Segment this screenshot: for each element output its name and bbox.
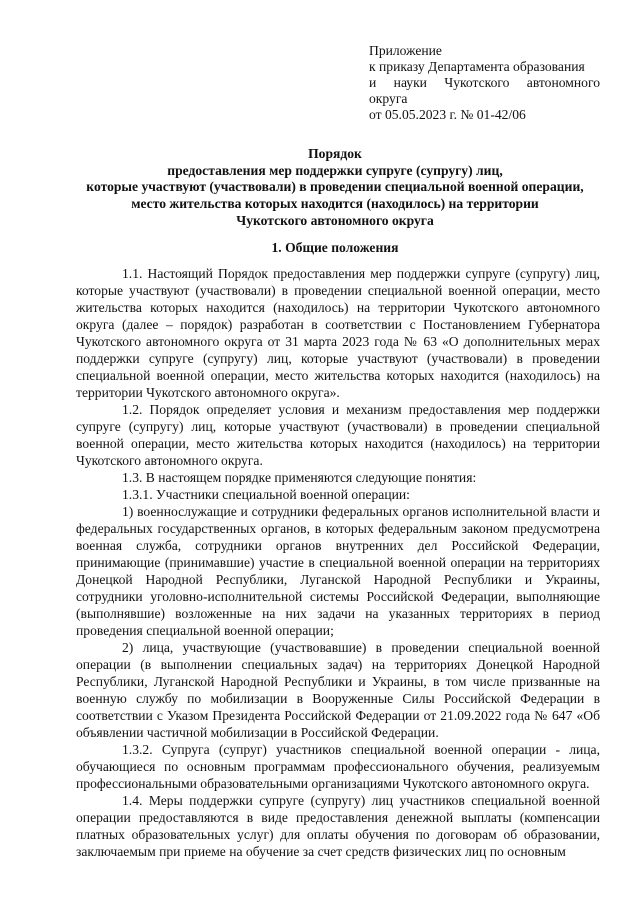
document-body xyxy=(76,265,600,860)
appendix-line: и науки Чукотского автономного xyxy=(369,75,600,90)
paragraph: 1.4. Меры поддержки супруге (супругу) лиц участников специальной военной операции предоставляются в виде предоставления денежной выплаты (компенсации платных образовательных услуг) для оплаты обучения по договорам об образовании, заключаемым при приеме на обучение за счет средств физических лиц по основным xyxy=(76,793,600,859)
appendix-line: Приложение xyxy=(369,43,442,58)
section-heading: 1. Общие положения xyxy=(271,240,399,255)
paragraph: 1.2. Порядок определяет условия и механизм предоставления мер поддержки супруге (супругу) лиц, которые участвуют (участвовали) в проведении специальной военной операции, место жительства которых находится (находилось) на территории Чукотского автономного округа. xyxy=(76,402,600,468)
document-title xyxy=(70,146,600,230)
title-line: которые участвуют (участвовали) в проведении специальной военной операции, xyxy=(86,179,584,195)
paragraph: 1.3. В настоящем порядке применяются следующие понятия: xyxy=(122,470,477,485)
title-line: предоставления мер поддержки супруге (супругу) лиц, xyxy=(167,162,503,178)
title-line: место жительства которых находится (находилось) на территории xyxy=(131,196,539,212)
paragraph: 1.1. Настоящий Порядок предоставления мер поддержки супруге (супругу) лиц, которые участвуют (участвовали) в проведении специальной военной операции, место жительства которых находится (находилось) на территории Чукотского автономного округа (далее – порядок) разработан в соответствии с Постановлением Губернатора Чукотского автономного округа от 31 марта 2023 года № 63 «О дополнительных мерах поддержки супруге (супругу) лиц, которые участвуют (участвовали) в проведении специальной военной операции, место жительства которых находится (находилось) на территории Чукотского автономного округа». xyxy=(76,266,600,400)
paragraph: 2) лица, участвующие (участвовавшие) в проведении специальной военной операции (в выполнении специальных задач) на территориях Донецкой Народной Республики, Луганской Народной Республики и Украины, в том числе призванные на военную службу по мобилизации в Вооруженные Силы Российской Федерации в соответствии с Указом Президента Российской Федерации от 21.09.2022 года № 647 «Об объявлении частичной мобилизации в Российской Федерации. xyxy=(76,640,600,740)
appendix-note xyxy=(369,43,600,123)
paragraph: 1.3.2. Супруга (супруг) участников специальной военной операции - лица, обучающиеся по основным программам профессионального обучения, реализуемым профессиональными образовательными организациями Чукотского автономного округа. xyxy=(76,742,600,791)
appendix-line: от 05.05.2023 г. № 01-42/06 xyxy=(369,107,526,122)
appendix-line: округа xyxy=(369,91,408,106)
paragraph: 1.3.1. Участники специальной военной операции: xyxy=(122,487,410,502)
title-line: Порядок xyxy=(308,146,362,161)
appendix-line: к приказу Департамента образования xyxy=(369,59,585,74)
title-line: Чукотского автономного округа xyxy=(236,212,434,228)
paragraph: 1) военнослужащие и сотрудники федеральных органов исполнительной власти и федеральных государственных органов, в которых федеральным законом предусмотрена военная служба, сотрудники органов внутренних дел Российской Федерации, принимающие (принимавшие) участие в специальной военной операции на территориях Донецкой Народной Республики, Луганской Народной Республики и Украины, сотрудники уголовно-исполнительной системы Российской Федерации, выполняющие (выполнявшие) возложенные на них задачи на указанных территориях в период проведения специальной военной операции; xyxy=(76,504,600,638)
